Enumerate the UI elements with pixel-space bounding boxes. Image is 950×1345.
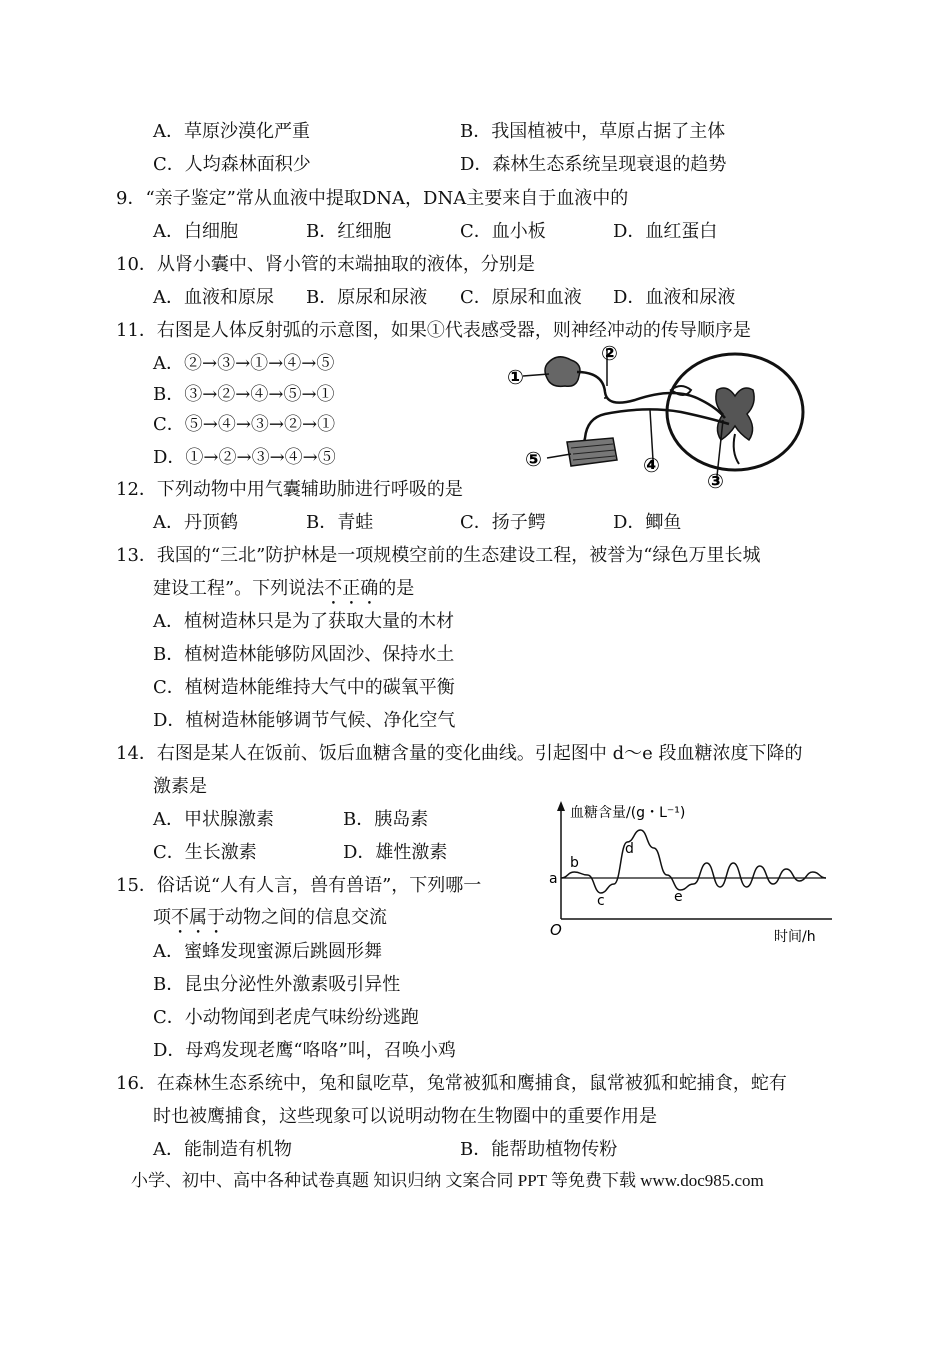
q11-option-c: C．⑤→④→③→②→① (153, 414, 336, 435)
label-3: ③ (707, 469, 724, 492)
q12-option-d: D．鲫鱼 (613, 512, 682, 533)
q15-option-c: C．小动物闻到老虎气味纷纷逃跑 (153, 1007, 419, 1028)
q13-stem-line2: 建设工程”。下列说法不正确的是 (153, 578, 415, 599)
q9-option-c: C．血小板 (460, 221, 546, 242)
point-label-e: e (674, 889, 683, 905)
q9-option-d: D．血红蛋白 (613, 221, 718, 242)
point-label-d: d (625, 841, 634, 857)
q8-option-d: D．森林生态系统呈现衰退的趋势 (460, 154, 727, 175)
q13-stem-line1: 13．我国的“三北”防护林是一项规模空前的生态建设工程，被誉为“绿色万里长城 (116, 545, 761, 566)
x-axis-label: 时间/h (774, 929, 816, 945)
afferent-nerve (577, 372, 725, 418)
point-label-c: c (597, 893, 605, 909)
q13-option-c: C．植树造林能维持大气中的碳氧平衡 (153, 677, 455, 698)
q16-option-b: B．能帮助植物传粉 (460, 1139, 618, 1160)
q14-option-b: B．胰岛素 (343, 809, 429, 830)
page-footer: 小学、初中、高中各种试卷真题 知识归纳 文案合同 PPT 等免费下载 www.doc985.com (131, 1171, 764, 1190)
receptor (545, 357, 580, 387)
q13-option-a: A．植树造林只是为了获取大量的木材 (153, 611, 454, 632)
q11-stem: 11．右图是人体反射弧的示意图，如果①代表感受器，则神经冲动的传导顺序是 (116, 320, 751, 341)
q8-option-b: B．我国植被中，草原占据了主体 (460, 121, 726, 142)
point-label-a: a (549, 871, 558, 887)
point-label-b: b (570, 855, 579, 871)
q11-option-d: D．①→②→③→④→⑤ (153, 447, 336, 468)
emphasis-not-belong: 不属于 (171, 907, 225, 928)
label-1: ① (507, 365, 524, 389)
q10-stem: 10．从肾小囊中、肾小管的末端抽取的液体，分别是 (116, 254, 535, 275)
q14-option-a: A．甲状腺激素 (153, 809, 274, 830)
q16-option-a: A．能制造有机物 (153, 1139, 292, 1160)
q10-option-d: D．血液和尿液 (613, 287, 736, 308)
origin-label: O (550, 921, 562, 939)
q13-option-b: B．植树造林能够防风固沙、保持水土 (153, 644, 455, 665)
blood-glucose-chart (540, 795, 840, 945)
q13-option-d: D．植树造林能够调节气候、净化空气 (153, 710, 456, 731)
q14-stem-line1: 14．右图是某人在饭前、饭后血糖含量的变化曲线。引起图中 d～e 段血糖浓度下降的 (116, 743, 803, 764)
q12-option-b: B．青蛙 (306, 512, 374, 533)
q10-option-a: A．血液和原尿 (153, 287, 274, 308)
q11-option-b: B．③→②→④→⑤→① (153, 384, 335, 405)
q8-option-c: C．人均森林面积少 (153, 154, 311, 175)
reflex-arc-figure (495, 342, 815, 492)
q10-option-c: C．原尿和血液 (460, 287, 582, 308)
q12-stem: 12．下列动物中用气囊辅助肺进行呼吸的是 (116, 479, 463, 500)
label-5: ⑤ (525, 447, 542, 471)
q8-option-a: A．草原沙漠化严重 (153, 121, 310, 142)
q14-option-d: D．雄性激素 (343, 842, 448, 863)
q15-option-a: A．蜜蜂发现蜜源后跳圆形舞 (153, 941, 382, 962)
q14-stem-line2: 激素是 (153, 776, 207, 797)
q14-option-c: C．生长激素 (153, 842, 257, 863)
q15-option-d: D．母鸡发现老鹰“咯咯”叫，召唤小鸡 (153, 1040, 456, 1061)
q9-option-a: A．白细胞 (153, 221, 238, 242)
q15-option-b: B．昆虫分泌性外激素吸引异性 (153, 974, 401, 995)
q15-stem-line1: 15．俗话说“人有人言，兽有兽语”，下列哪一 (116, 875, 482, 896)
y-axis-label: 血糖含量/(g・L⁻¹) (570, 805, 686, 821)
q12-option-c: C．扬子鳄 (460, 512, 546, 533)
q11-option-a: A．②→③→①→④→⑤ (153, 353, 335, 374)
q9-option-b: B．红细胞 (306, 221, 392, 242)
label-4: ④ (643, 453, 660, 477)
q9-stem: 9．“亲子鉴定”常从血液中提取DNA，DNA主要来自于血液中的 (116, 188, 629, 209)
q15-stem-line2: 项不属于动物之间的信息交流 (153, 907, 387, 928)
q16-stem-line2: 时也被鹰捕食，这些现象可以说明动物在生物圈中的重要作用是 (153, 1106, 657, 1127)
label-2: ② (601, 342, 618, 365)
q16-stem-line1: 16．在森林生态系统中，兔和鼠吃草，兔常被狐和鹰捕食，鼠常被狐和蛇捕食，蛇有 (116, 1073, 787, 1094)
emphasis-not-correct: 不正确 (324, 578, 379, 599)
glucose-curve (561, 830, 826, 893)
q10-option-b: B．原尿和尿液 (306, 287, 428, 308)
q12-option-a: A．丹顶鹤 (153, 512, 238, 533)
